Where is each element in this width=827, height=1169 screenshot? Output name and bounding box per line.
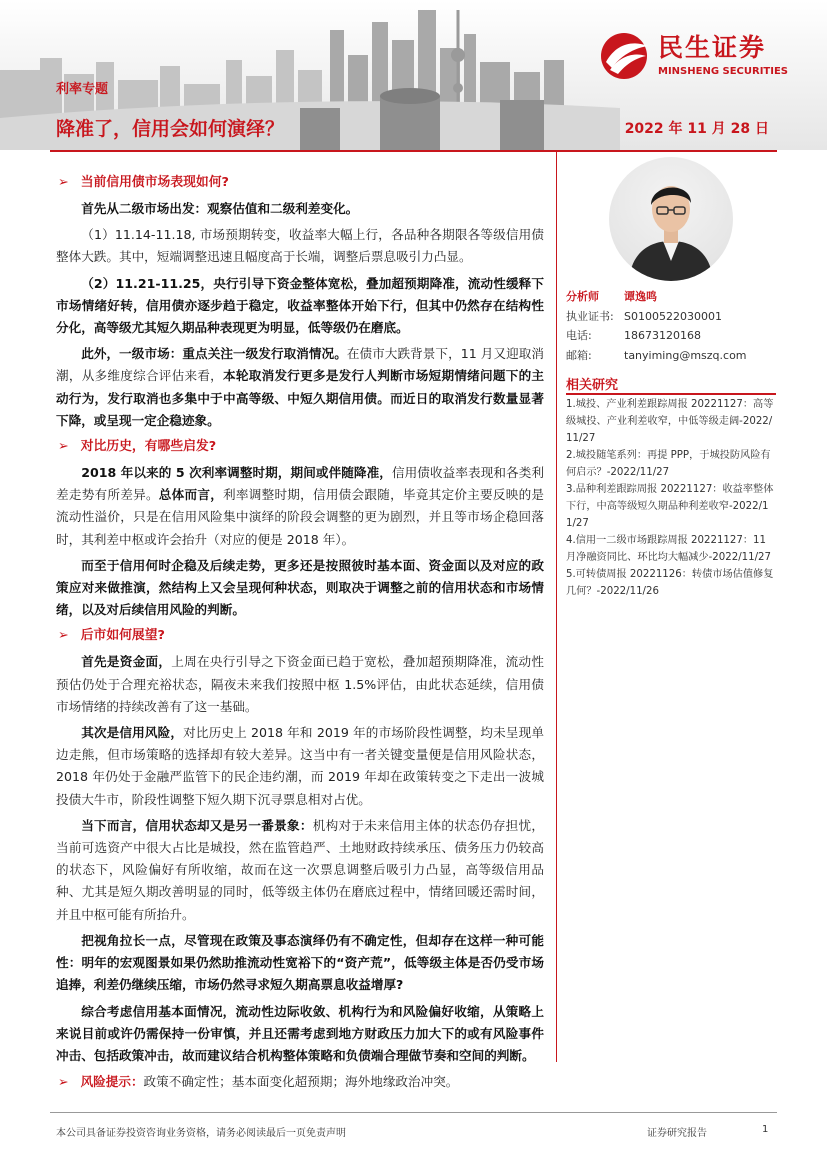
logo-chinese-name: 民生证券 (658, 33, 767, 62)
section-heading: ➢ 后市如何展望? (58, 628, 165, 644)
header-divider (50, 150, 777, 152)
report-category: 利率专题 (56, 82, 109, 97)
paragraph: 首先从二级市场出发：观察估值和二级利差变化。 (81, 201, 359, 216)
paragraph: 而至于信用何时企稳及后续走势，更多还是按照彼时基本面、资金面以及对应的政策应对来做推演，然结构上又会呈现何种状态，则取决于调整之前的信用状态和市场情绪，以及对后续信用风险的判断。 (56, 557, 544, 618)
paragraph: 其次是信用风险，对比历史上 2018 年和 2019 年的市场阶段性调整，均未呈现单边走熊，但市场策略的选择却有较大差异。这当中有一者关键变量便是信用风险状态，2018 年仍处于金融严监管下的民企违约潮，而 2019 年却在政策转变之下走出一波城投债大牛市，阶段性调整下短久期下沉寻票息相对占优。 (56, 725, 544, 807)
report-title: 降准了，信用会如何演绎？ (56, 118, 285, 140)
paragraph: 把视角拉长一点，尽管现在政策及事态演绎仍有不确定性，但却存在这样一种可能性：明年的宏观图景如果仍然助推流动性宽裕下的“资产荒”，低等级主体是否仍受市场追捧，利差仍继续压缩，市场仍然寻求短久期高票息收益增厚? (56, 932, 544, 993)
analyst-phone-row (566, 326, 796, 346)
logo-mark-icon (598, 30, 652, 80)
main-content (56, 170, 544, 1097)
page-number: 1 (762, 1124, 769, 1135)
paragraph: 当下而言，信用状态却又是另一番景象：机构对于未来信用主体的状态仍存担忧，当前可选资产中很大占比是城投，然在监管趋严、土地财政持续承压、债务压力仍较高的状态下，风险偏好有所收缩，故而在这一次票息调整后吸引力凸显，高等级信用品种、尤其是短久期改善明显的同时，低等级主体仍在磨底过程中，情绪回暖还需时间，并且中枢可能有所抬升。 (56, 817, 545, 922)
paragraph: 首先是资金面，上周在央行引导之下资金面已趋于宽松，叠加超预期降准，流动性预估仍处于合理充裕状态，隔夜未来我们按照中枢 1.5%评估，由此状态延续，信用债市场情绪的持续改善有了这一基础。 (56, 654, 545, 714)
analyst-info (566, 287, 796, 365)
footer-disclaimer: 本公司具备证券投资咨询业务资格，请务必阅读最后一页免责声明 (56, 1128, 346, 1139)
related-research-item[interactable]: 1.城投、产业利差跟踪周报 20221127：高等级城投、产业利差收窄，中低等级走阔-2022/11/27 (566, 399, 774, 444)
page-header (0, 0, 827, 150)
paragraph: 2018 年以来的 5 次利率调整时期，期间或伴随降准，信用债收益率表现和各类利差走势有所差异。总体而言，利率调整时期，信用债会跟随，毕竟其定价主要反映的是流动性溢价，只是在信用风险集中演绎的阶段会调整的更为剧烈，并且等市场企稳回落时，其利差中枢或许会抬升（对应的便是 2018 年）。 (56, 465, 545, 547)
related-research-item[interactable]: 3.品种利差跟踪周报 20221127：收益率整体下行，中高等级短久期品种利差收窄-2022/11/27 (566, 484, 774, 529)
report-date: 2022 年 11 月 28 日 (624, 121, 769, 137)
related-research-item[interactable]: 5.可转债周报 20221126：转债市场估值修复几何？-2022/11/26 (566, 569, 774, 597)
risk-warning: ➢ 风险提示：政策不确定性；基本面变化超预期；海外地缘政治冲突。 (58, 1074, 459, 1090)
footer-divider (50, 1112, 777, 1113)
analyst-cert-row (566, 307, 796, 327)
paragraph: （2）11.21-11.25，央行引导下资金整体宽松，叠加超预期降准，流动性缓释下市场情绪好转，信用债亦逐步趋于稳定，收益率整体开始下行，但其中仍然存在结构性分化，高等级尤其短久期品种表现更为明显，低等级仍在磨底。 (56, 275, 544, 336)
section-heading: ➢ 对比历史，有哪些启发? (58, 439, 217, 455)
analyst-portrait-icon (609, 157, 733, 281)
related-research-divider (566, 393, 776, 395)
arrow-bullet-icon: ➢ (58, 439, 69, 455)
paragraph: 此外，一级市场：重点关注一级发行取消情况。在债市大跌背景下，11 月又迎取消潮，从多维度综合评估来看，本轮取消发行更多是发行人判断市场短期情绪问题下的主动行为，发行取消也多集中于中高等级、中短久期信用债。而近日的取消发行数量显著下降，或呈现一定企稳迹象。 (56, 346, 545, 428)
email-label: 邮箱: (566, 348, 592, 362)
analyst-name: 谭逸鸣 (624, 290, 657, 303)
related-research-item[interactable]: 2.城投随笔系列：再提 PPP，于城投防风险有何启示？-2022/11/27 (566, 450, 771, 478)
analyst-photo (609, 157, 733, 281)
related-research-item[interactable]: 4.信用一二级市场跟踪周报 20221127：11 月净融资同比、环比均大幅减少-2022/11/27 (566, 535, 772, 563)
related-research-list (566, 396, 776, 600)
phone-number: 18673120168 (624, 329, 701, 342)
column-divider (556, 152, 557, 1062)
arrow-bullet-icon: ➢ (58, 1074, 69, 1090)
section-heading: ➢ 当前信用债市场表现如何? (58, 175, 229, 190)
brand-logo (598, 28, 808, 84)
cert-label: 执业证书: (566, 309, 614, 323)
related-research-title: 相关研究 (566, 378, 619, 393)
phone-label: 电话: (566, 329, 592, 342)
analyst-email-row (566, 346, 796, 366)
arrow-bullet-icon: ➢ (58, 628, 69, 644)
logo-english-name: MINSHENG SECURITIES (658, 66, 788, 77)
analyst-name-row (566, 287, 796, 307)
paragraph: 综合考虑信用基本面情况，流动性边际收敛、机构行为和风险偏好收缩，从策略上来说目前或许仍需保持一份审慎，并且还需考虑到地方财政压力加大下的或有风险事件冲击、包括政策冲击，故而建议结合机构整体策略和负债端合理做节奏和空间的判断。 (56, 1003, 544, 1063)
paragraph: （1）11.14-11.18, 市场预期转变，收益率大幅上行，各品种各期限各等级信用债整体大跌。其中，短端调整迅速且幅度高于长端，调整后票息吸引力凸显。 (56, 227, 544, 265)
email-address[interactable]: tanyiming@mszq.com (624, 348, 747, 362)
footer-report-type: 证券研究报告 (647, 1128, 707, 1139)
arrow-bullet-icon: ➢ (58, 175, 69, 190)
cert-number: S0100522030001 (624, 309, 722, 323)
analyst-role: 分析师 (566, 290, 599, 303)
